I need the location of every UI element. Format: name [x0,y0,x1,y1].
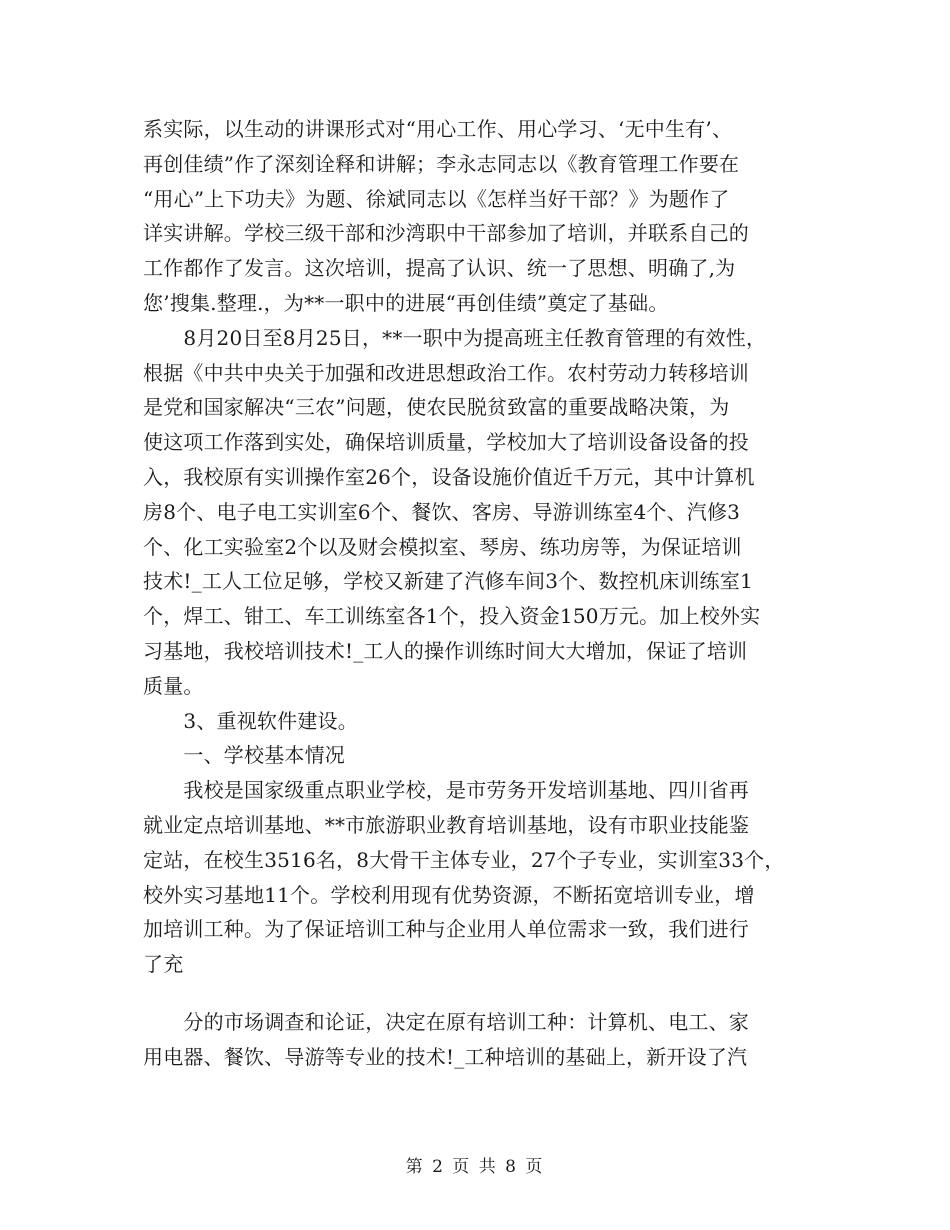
paragraph-block-a [143,112,823,982]
text-line: 系实际，以生动的讲课形式对“用心工作、用心学习、‘无中生有’、 [143,117,733,141]
text-line: 我校是国家级重点职业学校，是市劳务开发培训基地、四川省再 [143,778,749,803]
page-footer: 第 2 页 共 8 页 [405,1157,545,1177]
text-line: 根据《中共中央关于加强和改进思想政治工作。农村劳动力转移培训 [143,360,749,385]
paragraph-gap [143,982,823,1005]
text-line: 使这项工作落到实处，确保培训质量，学校加大了培训设备设备的投 [143,430,749,455]
text-line: 个、化工实验室2个以及财会模拟室、琴房、练功房等，为保证培训 [143,534,742,559]
text-line: 习基地，我校培训技术!_工人的操作训练时间大大增加，保证了培训 [143,638,748,663]
text-line: 就业定点培训基地、**市旅游职业教育培训基地，设有市职业技能鉴 [143,812,750,837]
section-heading: 3、重视软件建设。 [143,708,358,733]
text-line: 是党和国家解决“三农”问题，使农民脱贫致富的重要战略决策，为 [143,395,730,420]
text-line: 了充 [143,952,184,977]
text-line: 质量。 [143,673,204,698]
text-line: 您’搜集.整理.，为**一职中的进展“再创佳绩”奠定了基础。 [143,290,669,315]
text-line: 分的市场调查和论证，决定在原有培训工种：计算机、电工、家 [143,1009,749,1034]
paragraph-block-b [143,1005,823,1075]
text-line: 用电器、餐饮、导游等专业的技术!_工种培训的基础上，新开设了汽 [143,1044,748,1069]
text-line: 工作都作了发言。这次培训，提高了认识、统一了思想、明确了,为 [143,256,736,281]
text-line: 房8个、电子电工实训室6个、餐饮、客房、导游训练室4个、汽修3 [143,499,741,524]
text-line: 定站，在校生3516名，8大骨干主体专业，27个子专业，实训室33个， [143,847,785,872]
text-line: 个，焊工、钳工、车工训练室各1个，投入资金150万元。加上校外实 [143,604,761,629]
text-line: 入，我校原有实训操作室26个，设备设施价值近千万元，其中计算机 [143,464,755,489]
text-line: “用心”上下功夫》为题、徐斌同志以《怎样当好干部？》为题作了 [143,186,730,211]
text-line: 校外实习基地11个。学校利用现有优势资源，不断拓宽培训专业，增 [143,882,755,907]
text-line: 详实讲解。学校三级干部和沙湾职中干部参加了培训，并联系自己的 [143,221,749,246]
text-line: 加培训工种。为了保证培训工种与企业用人单位需求一致，我们进行 [143,917,749,942]
text-line: 再创佳绩”作了深刻诠释和讲解；李永志同志以《教育管理工作要在 [143,151,740,176]
text-line: 8月20日至8月25日，**一职中为提高班主任教育管理的有效性， [143,325,767,350]
text-line: 技术!_工人工位足够，学校又新建了汽修车间3个、数控机床训练室1 [143,569,753,594]
body-text [143,112,823,1075]
section-heading: 一、学校基本情况 [143,743,345,768]
